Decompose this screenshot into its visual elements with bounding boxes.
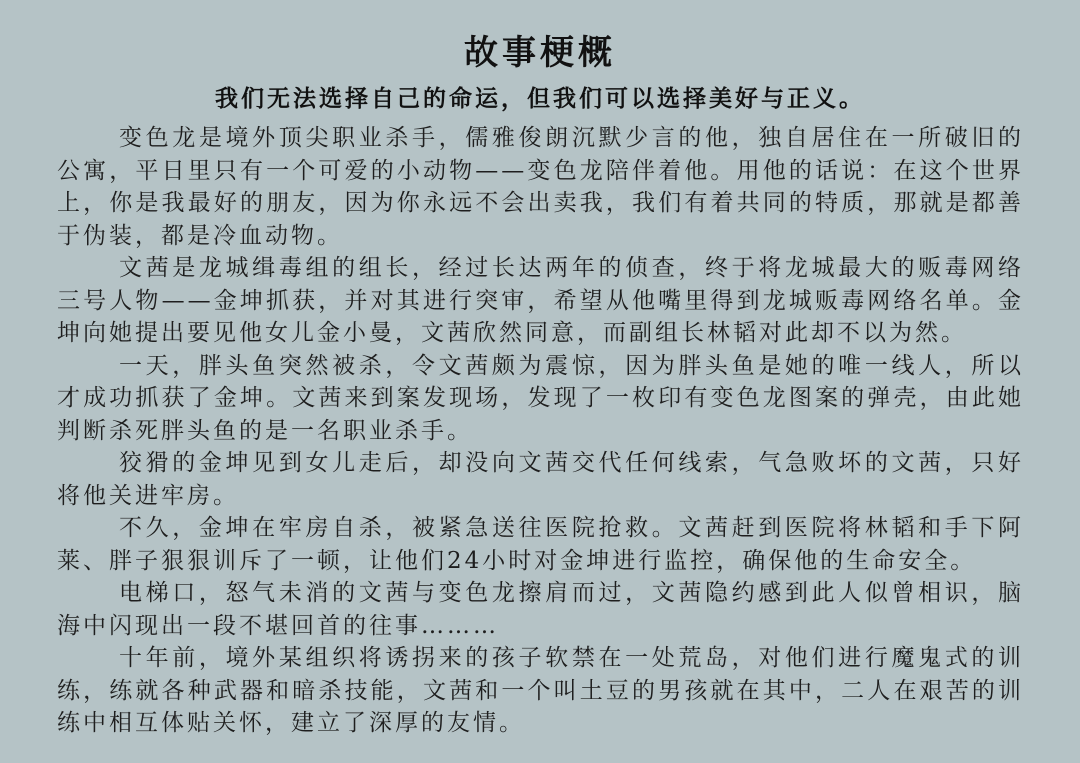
page-title: 故事梗概 bbox=[464, 33, 616, 73]
paragraph-7: 十年前，境外某组织将诱拐来的孩子软禁在一处荒岛，对他们进行魔鬼式的训练，练就各种武器和暗杀技能，文茜和一个叫土豆的男孩就在其中，二人在艰苦的训练中相互体贴关怀，建立了深厚的友情。 bbox=[57, 645, 1024, 736]
paragraph-2: 文茜是龙城缉毒组的组长，经过长达两年的侦查，终于将龙城最大的贩毒网络三号人物——金坤抓获，并对其进行突审，希望从他嘴里得到龙城贩毒网络名单。金坤向她提出要见他女儿金小曼，文茜欣然同意，而副组长林韬对此却不以为然。 bbox=[57, 255, 1024, 346]
paragraph-3: 一天，胖头鱼突然被杀，令文茜颇为震惊，因为胖头鱼是她的唯一线人，所以才成功抓获了金坤。文茜来到案发现场，发现了一枚印有变色龙图案的弹壳，由此她判断杀死胖头鱼的是一名职业杀手。 bbox=[57, 352, 1024, 444]
paragraph-5: 不久，金坤在牢房自杀，被紧急送往医院抢救。文茜赶到医院将林韬和手下阿莱、胖子狠狠训斥了一顿，让他们24小时对金坤进行监控，确保他的生命安全。 bbox=[57, 515, 1024, 574]
page-subtitle: 我们无法选择自己的命运，但我们可以选择美好与正义。 bbox=[215, 86, 865, 112]
paragraph-1: 变色龙是境外顶尖职业杀手，儒雅俊朗沉默少言的他，独自居住在一所破旧的公寓，平日里只有一个可爱的小动物——变色龙陪伴着他。用他的话说：在这个世界上，你是我最好的朋友，因为你永远不会出卖我，我们有着共同的特质，那就是都善于伪装，都是冷血动物。 bbox=[57, 125, 1024, 249]
synopsis-body bbox=[57, 122, 1024, 740]
paragraph-4: 狡猾的金坤见到女儿走后，却没向文茜交代任何线索，气急败坏的文茜，只好将他关进牢房。 bbox=[57, 450, 1024, 509]
paragraph-6: 电梯口，怒气未消的文茜与变色龙擦肩而过，文茜隐约感到此人似曾相识，脑海中闪现出一段不堪回首的往事……… bbox=[57, 580, 1024, 639]
